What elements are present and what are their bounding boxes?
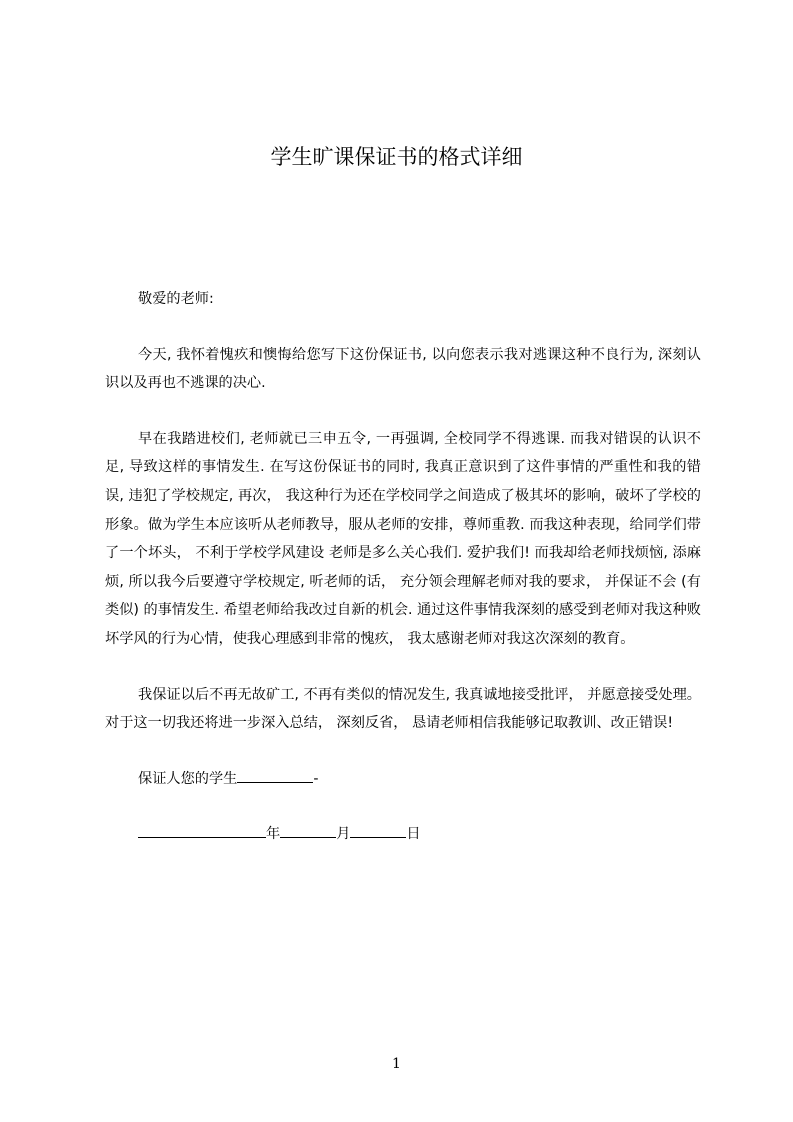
document-title: 学生旷课保证书的格式详细: [270, 145, 523, 169]
signature-suffix: -: [313, 770, 319, 787]
signature-label: 保证人您的学生: [138, 770, 238, 787]
date-blank-prefix: [138, 823, 266, 838]
paragraph-intro: 今天, 我怀着愧疚和懊悔给您写下这份保证书, 以向您表示我对逃课这种不良行为, 深刻认识以及再也不逃课的决心.: [105, 346, 701, 392]
paragraph-pledge: 我保证以后不再无故矿工, 不再有类似的情况发生, 我真诚地接受批评， 并愿意接受处理。对于这一切我还将进一步深入总结， 深刻反省， 恳请老师相信我能够记取教训、改正错误!: [105, 686, 701, 732]
date-blank-day: [350, 823, 406, 838]
date-line: [105, 820, 701, 849]
page-number: 1: [392, 1056, 401, 1072]
date-day-label: 日: [406, 826, 421, 843]
date-blank-month: [280, 823, 336, 838]
signature-blank: [237, 768, 313, 783]
date-month-label: 月: [336, 826, 351, 843]
salutation: 敬爱的老师:: [138, 291, 214, 307]
document-body: [105, 285, 701, 876]
paragraph-main: 早在我踏进校们, 老师就已三申五令, 一再强调, 全校同学不得逃课. 而我对错误的认识不足, 导致这样的事情发生. 在写这份保证书的同时, 我真正意识到了这件事情的严重性和我的错误, 违犯了学校规定, 再次， 我这种行为还在学校同学之间造成了极其坏的影响，破坏了学校的形象。做为学生本应该听从老师教导，服从老师的安排，尊师重教. 而我这种表现，给同学们带了一个坏头， 不利于学校学风建设 老师是多么关心我们. 爱护我们! 而我却给老师找烦恼, 添麻烦, 所以我今后要遵守学校规定, 听老师的话， 充分领会理解老师对我的要求， 并保证不会 (有类似) 的事情发生. 希望老师给我改过自新的机会. 通过这件事情我深刻的感受到老师对我这种败坏学风的行为心情，使我心理感到非常的愧疚， 我太感谢老师对我这次深刻的教育。: [105, 430, 701, 647]
date-year-label: 年: [266, 826, 281, 843]
signature-line: [105, 765, 701, 794]
